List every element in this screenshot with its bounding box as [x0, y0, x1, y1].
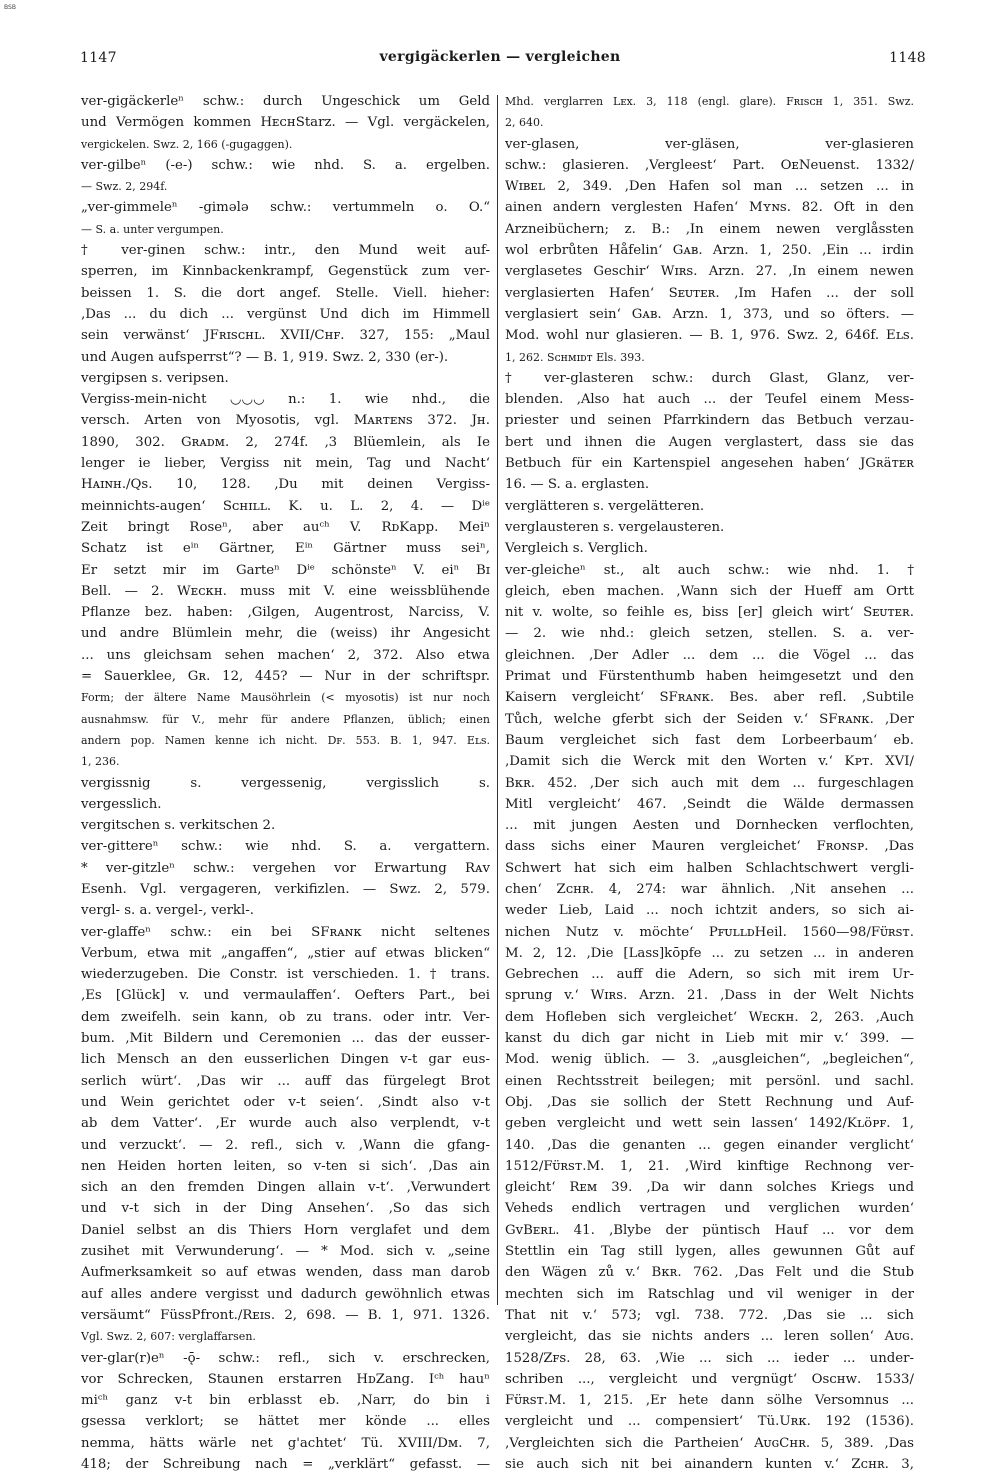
text-line: dem zweifelh. sein kann, ob zu trans. oder intr. Ver- — [81, 1009, 490, 1025]
text-line: 1, 262. Sᴄʜᴍɪᴅᴛ Els. 393. — [505, 350, 645, 364]
text-line: sperren, im Kinnbackenkrampf, Gegenstück zum ver- — [81, 264, 490, 280]
library-mark: BSB — [4, 4, 16, 11]
text-line: verglausteren s. vergelausteren. — [505, 519, 725, 535]
text-line: vergleicht, das sie nichts anders ... leren sollen‘ Aᴜɢ. — [505, 1329, 914, 1345]
text-line: den Wägen zů v.‘ Bᴋʀ. 762. ‚Das Felt und die Stub — [505, 1265, 914, 1281]
column-divider — [497, 95, 498, 1305]
text-line: bum. ‚Mit Bildern und Ceremonien ... das der eusser- — [81, 1031, 490, 1047]
text-line: Hᴀɪɴʜ./Qs. 10, 128. ‚Du mit deinen Vergiss- — [81, 477, 490, 493]
text-line: vergesslich. — [81, 796, 162, 812]
text-line: einen Rechtsstreit beilegen; mit persönl. und sachl. — [505, 1073, 914, 1089]
text-line: 1512/Fᴜ̈ʀsᴛ.M. 1, 21. ‚Wird kinftige Rechnong ver- — [505, 1158, 914, 1174]
text-line: Daniel selbst an dis Thiers Horn verglafet und dem — [81, 1222, 490, 1238]
text-line: vergipsen s. veripsen. — [81, 370, 229, 386]
running-title: vergigäckerlen — vergleichen — [379, 49, 621, 65]
text-line: serlich würt‘. ‚Das wir ... auff das fürgelegt Brot — [81, 1073, 490, 1089]
text-line: gleichnen. ‚Der Adler ... dem ... die Vögel ... das — [505, 647, 914, 663]
text-line: ainen andern verglesten Hafen‘ Mʏɴs. 82. Oft in den — [505, 200, 914, 216]
text-line: dem Hofleben sich vergleichet‘ Wᴇᴄᴋʜ. 2, 263. ‚Auch — [505, 1009, 914, 1025]
text-line: Schatz ist eⁱⁿ Gärtner, Eⁱⁿ Gärtner muss seiⁿ, — [81, 541, 490, 557]
text-line: Fᴜ̈ʀsᴛ.M. 1, 215. ‚Er hete dann sölhe Versomnus ... — [505, 1393, 914, 1409]
text-line: Kaisern vergleicht‘ SFʀᴀɴᴋ. Bes. aber refl. ‚Subtile — [505, 690, 914, 706]
left-page-number: 1147 — [80, 50, 117, 66]
text-line: Wɪʙᴇʟ 2, 349. ‚Den Hafen sol man ... setzen ... in — [505, 179, 914, 195]
text-line: * ver-gitzleⁿ schw.: vergehen vor Erwartung Rᴀᴠ — [81, 860, 490, 876]
text-line: Er setzt mir im Garteⁿ Dⁱᵉ schönsteⁿ V. eiⁿ Bɪ — [81, 562, 490, 578]
text-line: und Augen aufsperrst“? — B. 1, 919. Swz. 2, 330 (er-). — [81, 349, 449, 365]
text-line: Tůch, welche gferbt sich der Seiden v.‘ SFʀᴀɴᴋ. ‚Der — [505, 711, 914, 727]
text-line: Stettlin ein Tag still lygen, alles gewunnen Gůt auf — [505, 1244, 914, 1260]
text-line: That nit v.‘ 573; vgl. 738. 772. ‚Das sie ... sich — [505, 1307, 914, 1323]
text-line: ... uns gleichsam sehen machen‘ 2, 372. Also etwa — [81, 647, 490, 663]
text-line: ‚Das ... du dich ... vergünst Und dich im Himmell — [81, 306, 490, 322]
text-line: ‚Damit sich die Werck mit den Worten v.‘ Kᴘᴛ. XVI/ — [505, 754, 914, 770]
left-column — [81, 91, 490, 1472]
text-line: Vgl. Swz. 2, 607: verglaffarsen. — [81, 1330, 256, 1344]
text-line: Pflanze bez. haben: ‚Gilgen, Augentrost, Narciss, V. — [81, 605, 490, 621]
text-line: verglätteren s. vergelätteren. — [505, 498, 705, 514]
text-line: schriben ..., vergleicht und vergnügt‘ Osᴄʜᴡ. 1533/ — [505, 1371, 914, 1387]
text-line: vergl- s. a. vergel-, verkl-. — [81, 903, 254, 919]
text-line: nit v. wolte, so feihle es, biss [er] gleich wirt‘ Sᴇᴜᴛᴇʀ. — [505, 605, 914, 621]
text-line: wiederzugeben. Die Constr. ist verschieden. 1. † trans. — [81, 967, 490, 983]
text-line: Obj. ‚Das sie sollich der Stett Rechnung und Auf- — [505, 1094, 914, 1110]
text-line: 418; der Schreibung nach = „verklärt“ gefasst. — — [81, 1457, 490, 1472]
text-line: „ver-gimmeleⁿ -gimələ schw.: vertummeln o. O.“ — [81, 200, 490, 216]
text-line: † ver-ginen schw.: intr., den Mund weit auf- — [81, 243, 490, 259]
text-line: Bell. — 2. Wᴇᴄᴋʜ. muss mit V. eine weissblühende — [81, 583, 490, 599]
text-line: sprung v.‘ Wɪʀs. Arzn. 21. ‚Dass in der Welt Nichts — [505, 988, 914, 1004]
text-line: Form; der ältere Name Mausöhrlein (< myosotis) ist nur noch — [81, 691, 490, 705]
text-line: GᴠBᴇʀʟ. 41. ‚Blybe der püntisch Hauf ... vor dem — [505, 1222, 914, 1238]
text-line: beissen 1. S. die dort angef. Stelle. Viell. hieher: — [81, 285, 490, 301]
text-line: auf alles andere vergisst und dadurch gewöhnlich etwas — [81, 1286, 490, 1302]
text-line: lich Mensch an den eusserlichen Dingen v-t gar eus- — [81, 1052, 490, 1068]
text-line: Schwert hat sich eim halben Schlachtschwert vergli- — [505, 860, 914, 876]
text-line: kanst du dich gar nicht in Lieb mit mir v.‘ 399. — — [505, 1031, 914, 1047]
text-line: andern pop. Namen kenne ich nicht. Dꜰ. 553. B. 1, 947. Eʟs. — [81, 733, 490, 747]
text-line: Arzneibüchern; z. B.: ‚In einem newen verglåssten — [505, 221, 914, 237]
text-line: Esenh. Vgl. vergageren, verkifizlen. — Swz. 2, 579. — [81, 881, 490, 897]
text-line: vergissnig s. vergessenig, vergisslich s. — [81, 775, 490, 791]
text-line: zusihet mit Verwunderung‘. — * Mod. sich v. „seine — [81, 1244, 490, 1260]
text-line: sein verwänst‘ JFʀɪsᴄʜʟ. XVII/Cʜꜰ. 327, 155: „Maul — [81, 328, 490, 344]
text-line: ver-glaffeⁿ schw.: ein bei SFʀᴀɴᴋ nicht seltenes — [81, 924, 490, 940]
text-line: und Vermögen kommen HᴇᴄʜStarz. — Vgl. vergäckelen, — [81, 115, 490, 131]
text-line: vergickelen. Swz. 2, 166 (-gugaggen). — [81, 137, 293, 151]
text-line: Bᴋʀ. 452. ‚Der sich auch mit dem ... furgeschlagen — [505, 775, 914, 791]
text-line: Betbuch für ein Kartenspiel angesehen haben‘ JGʀäᴛᴇʀ — [505, 456, 914, 472]
text-line: ver-glar(r)eⁿ -ǭ- schw.: refl., sich v. erschrecken, — [81, 1350, 490, 1366]
text-line: und verzuckt‘. — 2. refl., sich v. ‚Wann die gfang- — [81, 1137, 490, 1153]
text-line: Veheds endlich vertragen und verglichen wurden‘ — [505, 1201, 914, 1217]
text-line: — Swz. 2, 294f. — [81, 180, 168, 194]
text-line: versäumt“ FüssPfront./Rᴇɪs. 2, 698. — B. 1, 971. 1326. — [81, 1307, 490, 1323]
text-line: nen Heiden horten leiten, so v-ten si sich‘. ‚Das ain — [81, 1158, 490, 1174]
text-line: und v-t sich in der Ding Ansehen‘. ‚So das sich — [81, 1201, 490, 1217]
text-line: chen‘ Zᴄʜʀ. 4, 274: war ähnlich. ‚Nit ansehen ... — [505, 881, 914, 897]
text-line: lenger ie lieber, Vergiss nit mein, Tag und Nacht‘ — [81, 456, 490, 472]
text-line: gleicht‘ Rᴇᴍ 39. ‚Da wir dann solches Kriegs und — [505, 1180, 914, 1196]
text-line: — 2. wie nhd.: gleich setzen, stellen. S. a. ver- — [505, 626, 914, 642]
text-line: ‚Es [Glück] v. und vermaulaffen‘. Oefters Part., bei — [81, 988, 490, 1004]
text-line: sie auch sich nit bei ainandern kunten v.‘ Zᴄʜʀ. 3, — [505, 1457, 914, 1472]
text-line: Vergiss-mein-nicht ◡◡◡ n.: 1. wie nhd., die — [81, 392, 490, 408]
text-line: mechten sich im Ratschlag und vil weniger in der — [505, 1286, 914, 1302]
text-line: Mhd. verglarren Lᴇx. 3, 118 (engl. glare). Fʀɪsᴄʜ 1, 351. Swz. — [505, 95, 914, 108]
text-line: Verbum, etwa mit „angaffen“, „stier auf etwas blicken“ — [81, 945, 490, 961]
text-line: vergitschen s. verkitschen 2. — [81, 818, 276, 834]
text-line: ver-gittereⁿ schw.: wie nhd. S. a. vergattern. — [81, 839, 490, 855]
text-line: Primat und Fürstenthumb haben heimgesetzt und den — [505, 669, 914, 685]
text-line: und andre Blümlein mehr, die (weiss) ihr Angesicht — [81, 626, 490, 642]
text-line: 2, 640. — [505, 116, 544, 130]
text-line: ver-gilbeⁿ (-e-) schw.: wie nhd. S. a. ergelben. — [81, 157, 490, 173]
text-line: 140. ‚Das die genanten ... gegen einander verglicht‘ — [505, 1137, 914, 1153]
text-line: schw.: glasieren. ‚Vergleest‘ Part. OᴇNeuenst. 1332/ — [505, 157, 914, 173]
text-line: Baum vergleichet sich fast dem Lorbeerbaum‘ eb. — [505, 732, 914, 748]
text-line: Mitl vergleicht‘ 467. ‚Seindt die Wälde dermassen — [505, 796, 914, 812]
text-line: ab dem Vatter‘. ‚Er wurde auch also verplendt, v-t — [81, 1116, 490, 1132]
text-line: geben vergleicht und wett sein lassen‘ 1492/Kʟöᴘꜰ. 1, — [505, 1116, 914, 1132]
text-line: Zeit bringt Roseⁿ, aber auᶜʰ V. RᴅKapp. Meiⁿ — [81, 519, 490, 535]
text-line: und Wein gerichtet oder v-t seien‘. ‚Sindt also v-t — [81, 1094, 490, 1110]
text-line: 1890, 302. Gʀᴀᴅᴍ. 2, 274f. ‚3 Blüemlein, als Ie — [81, 434, 490, 450]
text-line: sich an den fremden Dingen allain v-t‘. ‚Verwundert — [81, 1180, 490, 1196]
text-line: gsessa verklort; se hättet mer könde ... elles — [81, 1414, 490, 1430]
text-line: verglasetes Geschir‘ Wɪʀs. Arzn. 27. ‚In einem newen — [505, 264, 914, 280]
text-line: priester und seinen Pfarrkindern das Betbuch verzau- — [505, 413, 914, 429]
text-line: Aufmerksamkeit so auf etwas wenden, dass man darob — [81, 1265, 490, 1281]
text-line: dass sichs einer Mauren vergleichet‘ Fʀᴏɴsᴘ. ‚Das — [505, 839, 914, 855]
text-line: 1, 236. — [81, 755, 120, 769]
text-line: weder Lieb, Laid ... noch ichtzit anders, so sich ai- — [505, 903, 914, 919]
text-line: miᶜʰ ganz v-t bin erblasst eb. ‚Narr, do bin i — [81, 1393, 490, 1409]
right-page-number: 1148 — [889, 50, 926, 66]
text-line: ‚Vergleichten sich die Partheien‘ AᴜɢCʜʀ. 5, 389. ‚Das — [505, 1435, 914, 1451]
text-line: ... mit jungen Aesten und Dornhecken verflochten, — [505, 818, 914, 834]
text-line: — S. a. unter vergumpen. — [81, 222, 224, 236]
text-line: gleich, eben machen. ‚Wann sich der Hueff am Ortt — [505, 583, 914, 599]
text-line: Mod. wenig üblich. — 3. „ausgleichen“, „begleichen“, — [505, 1052, 914, 1068]
text-line: nemma, hätts wärle net g'achtet‘ Tü. XVIII/Dᴍ. 7, — [81, 1435, 490, 1451]
text-line: Mod. wohl nur glasieren. — B. 1, 976. Swz. 2, 646f. Eʟs. — [505, 328, 914, 344]
text-line: ausnahmsw. für V., mehr für andere Pflanzen, üblich; einen — [81, 712, 490, 726]
text-line: = Sauerklee, Gʀ. 12, 445? — Nur in der schriftspr. — [81, 669, 490, 685]
text-line: M. 2, 12. ‚Die [Lass]kōpfe ... zu setzen ... in anderen — [505, 945, 914, 961]
text-line: 1528/Zꜰs. 28, 63. ‚Wie ... sich ... ieder ... under- — [505, 1350, 914, 1366]
text-line: versch. Arten von Myosotis, vgl. Mᴀʀᴛᴇɴs 372. Jʜ. — [81, 413, 490, 429]
text-line: bert und ihnen die Augen verglastert, dass sie das — [505, 434, 914, 450]
text-line: 16. — S. a. erglasten. — [505, 477, 650, 493]
text-line: ver-glasen, ver-gläsen, ver-glasieren — [505, 136, 914, 152]
text-line: verglasierten Hafen‘ Sᴇᴜᴛᴇʀ. ‚Im Hafen ... der soll — [505, 285, 914, 301]
text-line: ver-gleicheⁿ st., alt auch schw.: wie nhd. 1. † — [505, 562, 914, 578]
text-line: Vergleich s. Verglich. — [505, 541, 648, 557]
text-line: † ver-glasteren schw.: durch Glast, Glanz, ver- — [505, 370, 914, 386]
text-line: nichen Nutz v. möchte‘ PꜰᴜʟʟᴅHeil. 1560—98/Fᴜ̈ʀsᴛ. — [505, 924, 914, 940]
text-line: ver-gigäckerleⁿ schw.: durch Ungeschick um Geld — [81, 94, 490, 109]
right-column — [505, 91, 914, 1472]
text-line: vergleicht und ... compensiert‘ Tü.Uʀᴋ. 192 (1536). — [505, 1414, 914, 1430]
text-line: wol erbrůten Håfelin‘ Gᴀʙ. Arzn. 1, 250. ‚Ein ... irdin — [505, 243, 914, 259]
text-line: Gebrechen ... auff die Adern, so sich mit irem Ur- — [505, 967, 914, 983]
text-line: meinnichts-augen‘ Sᴄʜɪʟʟ. K. u. L. 2, 4. — Dⁱᵉ — [81, 498, 490, 514]
text-line: blenden. ‚Also hat auch ... der Teufel einem Mess- — [505, 392, 914, 408]
text-line: vor Schrecken, Staunen erstarren HᴅZang. Iᶜʰ hauⁿ — [81, 1371, 490, 1387]
text-line: verglasiert sein‘ Gᴀʙ. Arzn. 1, 373, und so öfters. — — [505, 306, 914, 322]
